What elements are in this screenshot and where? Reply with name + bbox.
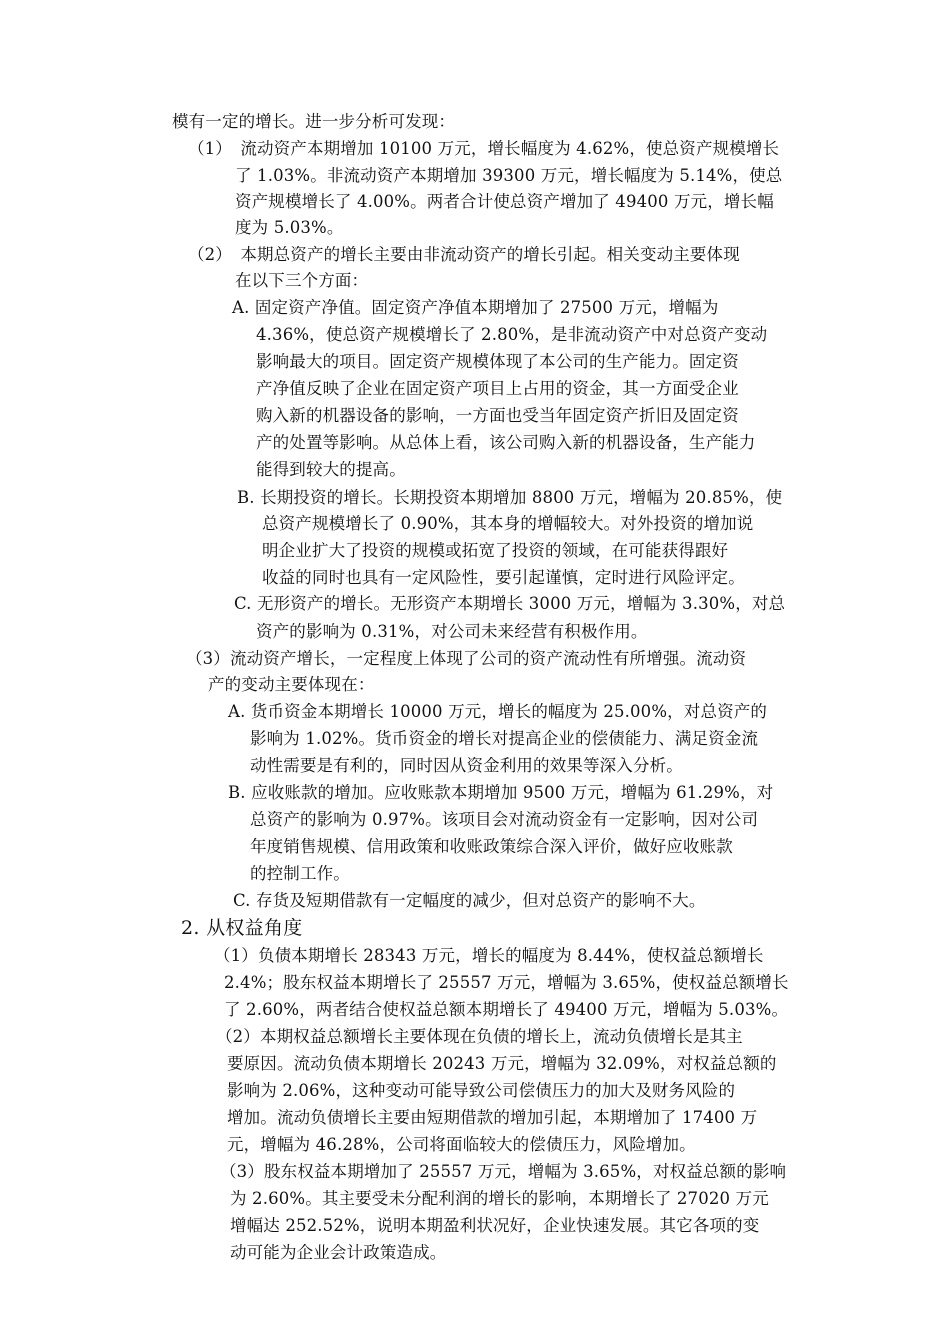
text-line: B. 长期投资的增长。长期投资本期增加 8800 万元，增幅为 20.85%，使 xyxy=(237,488,783,507)
text-line: 2.4%；股东权益本期增长了 25557 万元，增幅为 3.65%，使权益总额增长 xyxy=(224,973,789,992)
text-line: 影响为 1.02%。货币资金的增长对提高企业的偿债能力、满足资金流 xyxy=(250,729,759,748)
text-line: 影响最大的项目。固定资产规模体现了本公司的生产能力。固定资 xyxy=(256,352,739,371)
text-line: 度为 5.03%。 xyxy=(235,218,344,237)
text-line: 能得到较大的提高。 xyxy=(256,460,406,479)
text-line: 增幅达 252.52%，说明本期盈利状况好，企业快速发展。其它各项的变 xyxy=(230,1216,760,1235)
text-line: 购入新的机器设备的影响，一方面也受当年固定资产折旧及固定资 xyxy=(256,406,739,425)
text-line: （2）本期权益总额增长主要体现在负债的增长上，流动负债增长是其主 xyxy=(216,1027,743,1046)
text-line: 在以下三个方面： xyxy=(235,271,369,290)
text-line: 动可能为企业会计政策造成。 xyxy=(230,1243,447,1262)
text-line: （1）负债本期增长 28343 万元，增长的幅度为 8.44%，使权益总额增长 xyxy=(214,946,764,965)
text-line: 收益的同时也具有一定风险性，要引起谨慎，定时进行风险评定。 xyxy=(262,568,745,587)
text-line: 动性需要是有利的，同时因从资金利用的效果等深入分析。 xyxy=(250,756,683,775)
text-line: B. 应收账款的增加。应收账款本期增加 9500 万元，增幅为 61.29%，对 xyxy=(228,783,774,802)
text-line: A. 货币资金本期增长 10000 万元，增长的幅度为 25.00%，对总资产的 xyxy=(228,702,768,721)
text-line: 产的处置等影响。从总体上看，该公司购入新的机器设备，生产能力 xyxy=(256,433,756,452)
text-line: 了 1.03%。非流动资产本期增加 39300 万元，增长幅度为 5.14%，使总 xyxy=(235,166,783,185)
text-line: （3）股东权益本期增加了 25557 万元，增幅为 3.65%，对权益总额的影响 xyxy=(220,1162,787,1181)
text-line: 4.36%，使总资产规模增长了 2.80%，是非流动资产中对总资产变动 xyxy=(256,325,768,344)
text-line: 总资产的影响为 0.97%。该项目会对流动资金有一定影响，因对公司 xyxy=(250,810,759,829)
text-line: 总资产规模增长了 0.90%，其本身的增幅较大。对外投资的增加说 xyxy=(262,514,754,533)
text-line: （2） 本期总资产的增长主要由非流动资产的增长引起。相关变动主要体现 xyxy=(188,245,740,264)
text-line: 产净值反映了企业在固定资产项目上占用的资金，其一方面受企业 xyxy=(256,379,739,398)
text-line: C. 存货及短期借款有一定幅度的减少，但对总资产的影响不大。 xyxy=(233,891,706,910)
text-line: 产的变动主要体现在： xyxy=(208,675,375,694)
text-line: 为 2.60%。其主要受未分配利润的增长的影响，本期增长了 27020 万元 xyxy=(230,1189,769,1208)
text-line: 要原因。流动负债本期增长 20243 万元，增幅为 32.09%，对权益总额的 xyxy=(227,1054,777,1073)
text-line: 明企业扩大了投资的规模或拓宽了投资的领域，在可能获得跟好 xyxy=(262,541,729,560)
text-line: 增加。流动负债增长主要由短期借款的增加引起，本期增加了 17400 万 xyxy=(227,1108,758,1127)
text-line: 元，增幅为 46.28%，公司将面临较大的偿债压力，风险增加。 xyxy=(227,1135,696,1154)
text-line: 了 2.60%，两者结合使权益总额本期增长了 49400 万元，增幅为 5.03%。 xyxy=(224,1000,789,1019)
text-line: 资产的影响为 0.31%，对公司未来经营有积极作用。 xyxy=(256,622,648,641)
text-line: 年度销售规模、信用政策和收账政策综合深入评价，做好应收账款 xyxy=(250,837,733,856)
text-line: 的控制工作。 xyxy=(250,864,350,883)
text-line: （3）流动资产增长，一定程度上体现了公司的资产流动性有所增强。流动资 xyxy=(186,649,747,668)
text-line: C. 无形资产的增长。无形资产本期增长 3000 万元，增幅为 3.30%，对总 xyxy=(234,594,786,613)
text-line: A. 固定资产净值。固定资产净值本期增加了 27500 万元，增幅为 xyxy=(232,298,719,317)
text-line: 影响为 2.06%，这种变动可能导致公司偿债压力的加大及财务风险的 xyxy=(227,1081,736,1100)
text-line: （1） 流动资产本期增加 10100 万元，增长幅度为 4.62%，使总资产规模增长 xyxy=(188,139,780,158)
section-heading: 2. 从权益角度 xyxy=(181,917,303,939)
text-line: 模有一定的增长。进一步分析可发现： xyxy=(172,112,456,131)
text-line: 资产规模增长了 4.00%。两者合计使总资产增加了 49400 万元，增长幅 xyxy=(235,192,774,211)
